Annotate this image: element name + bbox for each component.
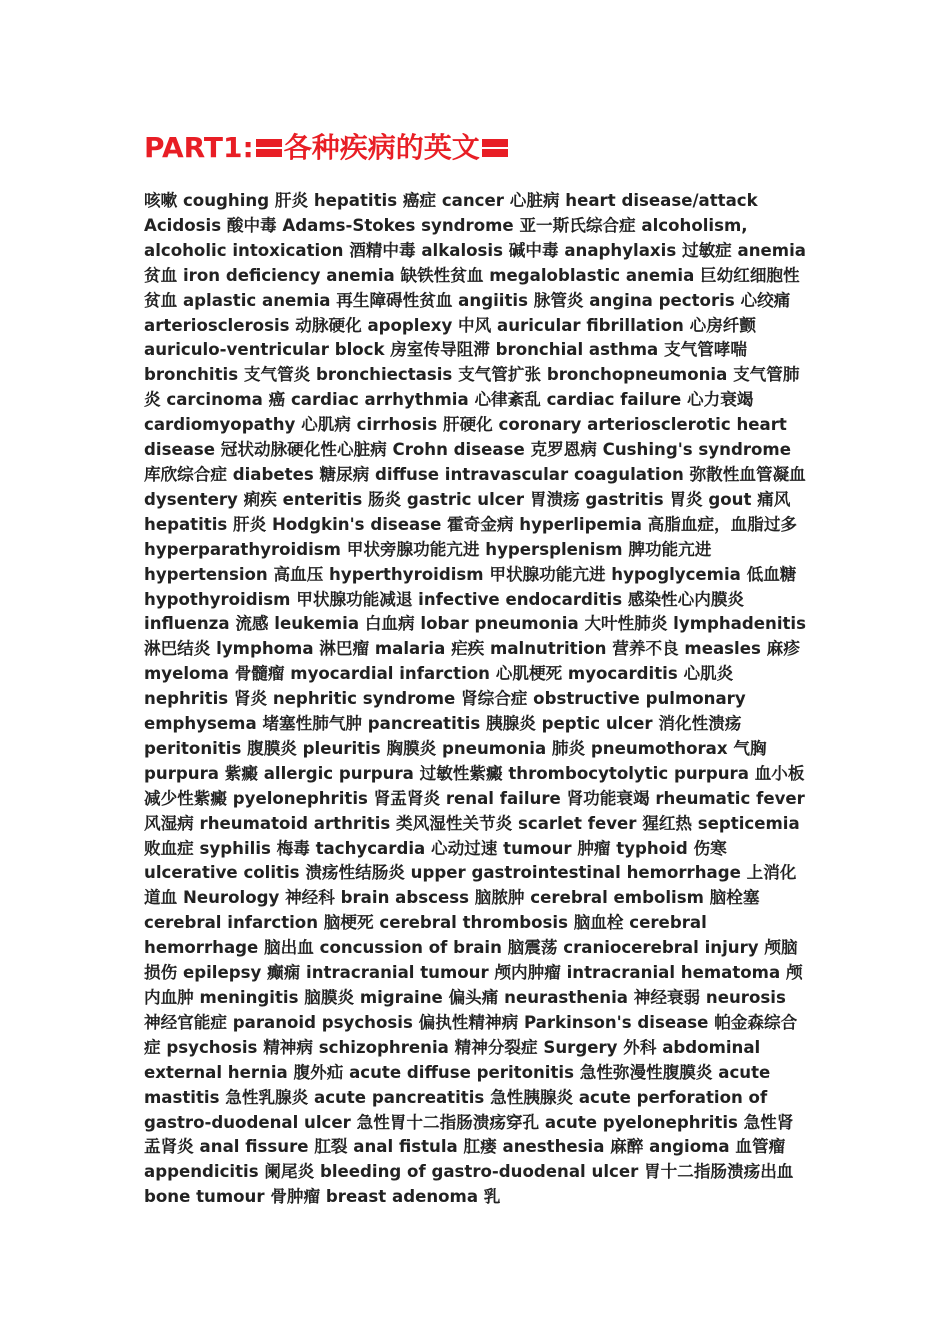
title-prefix: PART1: <box>144 131 254 164</box>
red-bars-icon <box>256 137 282 159</box>
title-main: 各种疾病的英文 <box>283 131 480 164</box>
red-bars-icon <box>482 137 508 159</box>
disease-glossary-paragraph: 咳嗽 coughing 肝炎 hepatitis 癌症 cancer 心脏病 heart disease/attack Acidosis 酸中毒 Adams-Stokes syndrome 亚一斯氏综合症 alcoholism, alcoholic intoxication 酒精中毒 alkalosis 碱中毒 anaphylaxis 过敏症 anemia 贫血 iron deficiency anemia 缺铁性贫血 megaloblastic anemia 巨幼红细胞性贫血 aplastic anemia 再生障碍性贫血 angiitis 脉管炎 angina pectoris 心绞痛 arteriosclerosis 动脉硬化 apoplexy 中风 auricular fibrillation 心房纤颤 auriculo-ventricular block 房室传导阻滞 bronchial asthma 支气管哮喘 bronchitis 支气管炎 bronchiectasis 支气管扩张 bronchopneumonia 支气管肺炎 carcinoma 癌 cardiac arrhythmia 心律紊乱 cardiac failure 心力衰竭 cardiomyopathy 心肌病 cirrhosis 肝硬化 coronary arteriosclerotic heart disease 冠状动脉硬化性心脏病 Crohn disease 克罗恩病 Cushing's syndrome 库欣综合症 diabetes 糖尿病 diffuse intravascular coagulation 弥散性血管凝血 dysentery 痢疾 enteritis 肠炎 gastric ulcer 胃溃疡 gastritis 胃炎 gout 痛风 hepatitis 肝炎 Hodgkin's disease 霍奇金病 hyperlipemia 高脂血症，血脂过多 hyperparathyroidism 甲状旁腺功能亢进 hypersplenism 脾功能亢进 hypertension 高血压 hyperthyroidism 甲状腺功能亢进 hypoglycemia 低血糖 hypothyroidism 甲状腺功能减退 infective endocarditis 感染性心内膜炎 influenza 流感 leukemia 白血病 lobar pneumonia 大叶性肺炎 lymphadenitis 淋巴结炎 lymphoma 淋巴瘤 malaria 疟疾 malnutrition 营养不良 measles 麻疹 myeloma 骨髓瘤 myocardial infarction 心肌梗死 myocarditis 心肌炎 nephritis 肾炎 nephritic syndrome 肾综合症 obstructive pulmonary emphysema 堵塞性肺气肿 pancreatitis 胰腺炎 peptic ulcer 消化性溃疡 peritonitis 腹膜炎 pleuritis 胸膜炎 pneumonia 肺炎 pneumothorax 气胸 purpura 紫癜 allergic purpura 过敏性紫癜 thrombocytolytic purpura 血小板减少性紫癜 pyelonephritis 肾盂肾炎 renal failure 肾功能衰竭 rheumatic fever 风湿病 rheumatoid arthritis 类风湿性关节炎 scarlet fever 猩红热 septicemia 败血症 syphilis 梅毒 tachycardia 心动过速 tumour 肿瘤 typhoid 伤寒 ulcerative colitis 溃疡性结肠炎 upper gastrointestinal hemorrhage 上消化道血 Neurology 神经科 brain abscess 脑脓肿 cerebral embolism 脑栓塞 cerebral infarction 脑梗死 cerebral thrombosis 脑血栓 cerebral hemorrhage 脑出血 concussion of brain 脑震荡 craniocerebral injury 颅脑损伤 epilepsy 癫痫 intracranial tumour 颅内肿瘤 intracranial hematoma 颅内血肿 meningitis 脑膜炎 migraine 偏头痛 neurasthenia 神经衰弱 neurosis 神经官能症 paranoid psychosis 偏执性精神病 Parkinson's disease 帕金森综合症 psychosis 精神病 schizophrenia 精神分裂症 Surgery 外科 abdominal external hernia 腹外疝 acute diffuse peritonitis 急性弥漫性腹膜炎 acute mastitis 急性乳腺炎 acute pancreatitis 急性胰腺炎 acute perforation of gastro-duodenal ulcer 急性胃十二指肠溃疡穿孔 acute pyelonephritis 急性肾盂肾炎 anal fissure 肛裂 anal fistula 肛瘘 anesthesia 麻醉 angioma 血管瘤 appendicitis 阑尾炎 bleeding of gastro-duodenal ulcer 胃十二指肠溃疡出血 bone tumour 骨肿瘤 breast adenoma 乳 <box>144 191 806 1207</box>
document-title <box>144 128 510 168</box>
